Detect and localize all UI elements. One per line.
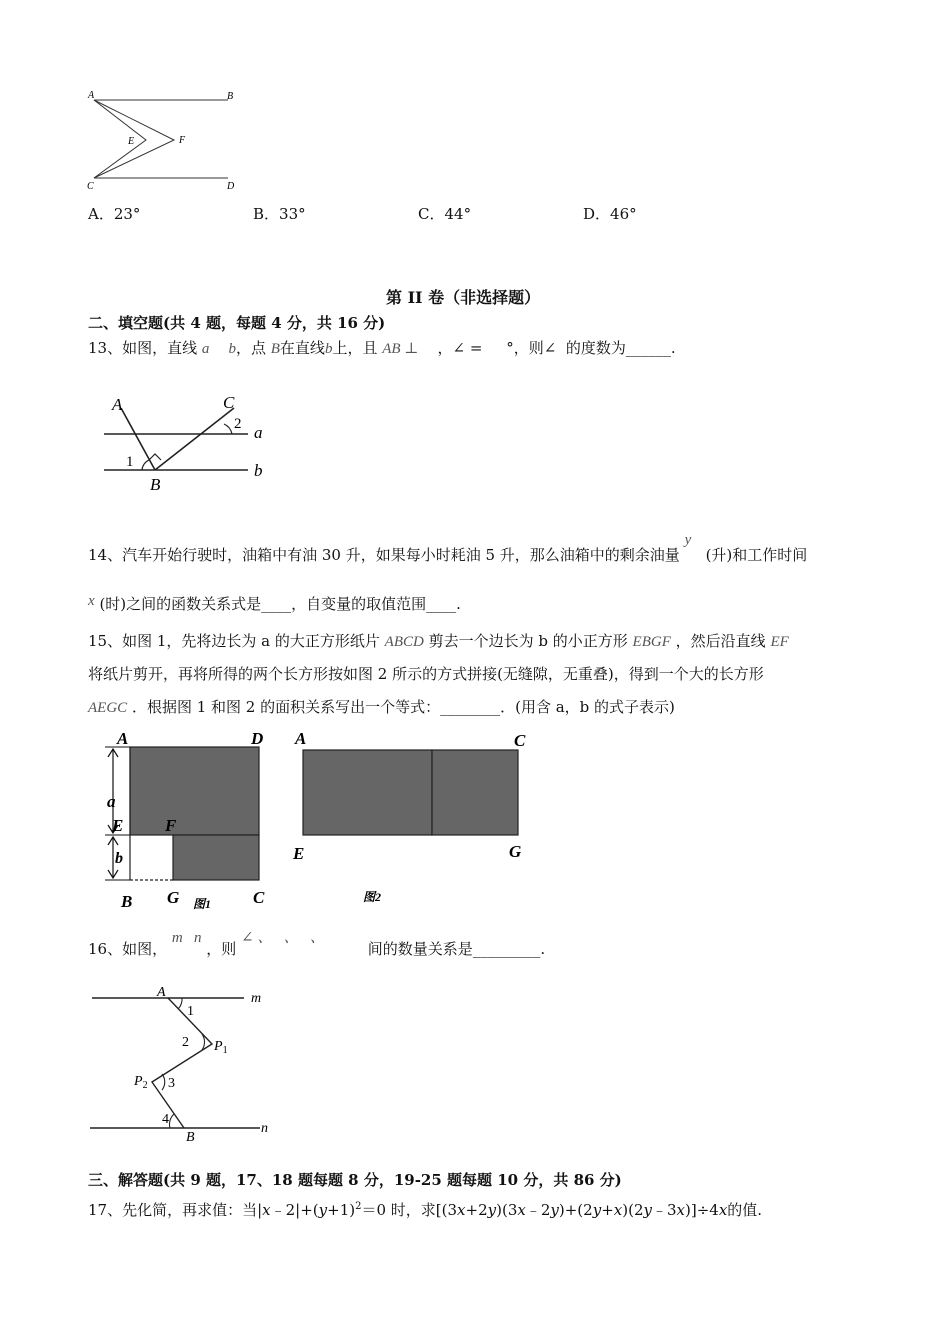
label-p2: $P_2$ xyxy=(134,1074,148,1091)
option-c[interactable]: C．44° xyxy=(418,205,472,223)
q15-line1 xyxy=(88,631,789,652)
q17-t19: ﹣3 xyxy=(651,1201,677,1219)
q17-t11: ﹣2 xyxy=(525,1201,551,1219)
q16-prefix: 16、如图， xyxy=(88,940,168,958)
fig1-small-rect xyxy=(173,835,259,880)
q13-a: a xyxy=(201,341,210,357)
angle-4-arc xyxy=(169,1114,174,1128)
fig1-label-a-length: a xyxy=(107,792,116,811)
q17-t12: y xyxy=(550,1201,559,1219)
angle-2-arc xyxy=(224,424,232,434)
q17-t18: y xyxy=(643,1201,652,1219)
label-m: m xyxy=(251,991,262,1006)
q15-line1-c: ，然后沿直线 xyxy=(675,632,766,650)
q15-abcd: ABCD xyxy=(384,634,424,650)
q15-line3-text: ．根据图 1 和图 2 的面积关系写出一个等式：________．(用含 a，b 的式子表示) xyxy=(131,698,675,716)
q13-mid1: ，点 xyxy=(235,339,266,357)
label-b: B xyxy=(186,1130,195,1145)
label-f: F xyxy=(179,135,186,146)
fig2-label-a: A xyxy=(295,729,307,748)
label-1: 1 xyxy=(126,454,134,470)
q16-end: . xyxy=(540,940,546,958)
zigzag-path xyxy=(152,998,212,1128)
q13-mid3: 上，且 xyxy=(332,339,378,357)
label-a: A xyxy=(157,985,166,1000)
q16-angles: ∠ 、 、 、 xyxy=(241,930,325,946)
q13-mid5: °，则∠ xyxy=(506,339,557,357)
label-3: 3 xyxy=(168,1076,175,1091)
q16-suffix: 间的数量关系是 xyxy=(367,940,473,958)
fig1-label-g: G xyxy=(167,888,180,907)
q15-ebgf: EBGF xyxy=(632,634,671,650)
angle-1-arc xyxy=(142,460,149,470)
section2-heading: 二、填空题(共 4 题，每题 4 分，共 16 分) xyxy=(88,314,386,332)
q17-t4: +1) xyxy=(327,1201,356,1219)
option-a[interactable]: A．23° xyxy=(88,205,141,223)
label-e: E xyxy=(128,136,135,147)
q14-y: y xyxy=(684,532,692,548)
q13-b2: b xyxy=(324,341,333,357)
q17-t9: )(3 xyxy=(496,1201,518,1219)
q16-mid: ，则 xyxy=(206,940,237,958)
q17-t16: x xyxy=(613,1201,623,1219)
label-n: n xyxy=(261,1121,268,1136)
fig1-label-d: D xyxy=(251,729,264,748)
q14-line1 xyxy=(88,532,808,566)
fig1-label-b-length: b xyxy=(115,850,123,867)
segment-bc xyxy=(155,408,234,470)
label-b: B xyxy=(150,475,161,494)
fig2-caption: 图2 xyxy=(363,890,382,904)
fig1-label-f: F xyxy=(165,816,177,835)
label-d: D xyxy=(227,181,235,192)
fig2-left-rect xyxy=(303,750,432,835)
question-13 xyxy=(88,338,676,359)
section2-title: 第 II 卷（非选择题） xyxy=(386,288,541,307)
q17-t14: y xyxy=(592,1201,602,1219)
q15-ef: EF xyxy=(770,634,789,650)
fig2-right-rect xyxy=(432,750,518,835)
q13-prefix: 13、如图，直线 xyxy=(88,339,198,357)
fig2-label-e: E xyxy=(293,844,305,863)
figure-q15 xyxy=(95,725,555,917)
figure-q16 xyxy=(88,982,288,1147)
q17-t5: ＝0 时，求[(3 xyxy=(361,1201,458,1219)
q17-t17: )(2 xyxy=(622,1201,644,1219)
q15-line2: 将纸片剪开，再将所得的两个长方形按如图 2 所示的方式拼接(无缝隙，无重叠)，得到一个大的长方形 xyxy=(88,665,764,683)
figure-q12 xyxy=(82,86,252,196)
q14-line1-text: 14、汽车开始行驶时，油箱中有油 30 升，如果每小时耗油 5 升，那么油箱中的剩余油量 xyxy=(88,546,680,564)
q17-sup: 2 xyxy=(355,1201,362,1212)
label-2: 2 xyxy=(182,1035,189,1050)
angle-3-arc xyxy=(162,1074,165,1090)
q17-t15: + xyxy=(601,1201,614,1219)
q17-t10: x xyxy=(517,1201,526,1219)
fig1-label-e: E xyxy=(112,816,124,835)
q13-b: b xyxy=(228,341,236,357)
q13-expr: AB ⊥ xyxy=(382,341,419,357)
q17-t13: )+(2 xyxy=(558,1201,593,1219)
label-a: A xyxy=(112,395,123,414)
q13-mid2: 在直线 xyxy=(279,339,325,357)
label-1: 1 xyxy=(187,1004,194,1019)
q17-t7: +2 xyxy=(465,1201,488,1219)
q17-t23: 的值. xyxy=(727,1201,763,1219)
q14-line2-text: (时)之间的函数关系式是____，自变量的取值范围____. xyxy=(99,595,461,613)
label-line-b: b xyxy=(254,461,263,480)
label-4: 4 xyxy=(162,1112,169,1127)
q13-point-b: B xyxy=(270,341,280,357)
q17-t20: x xyxy=(676,1201,685,1219)
fig1-label-a-vertex: A xyxy=(117,729,129,748)
label-b: B xyxy=(227,91,234,102)
section3-heading: 三、解答题(共 9 题，17、18 题每题 8 分，19-25 题每题 10 分，共 86 分) xyxy=(88,1171,622,1189)
option-b[interactable]: B．33° xyxy=(253,205,306,223)
q17-t21: )]÷4 xyxy=(684,1201,719,1219)
q17-t3: y xyxy=(318,1201,328,1219)
q14-line2 xyxy=(88,594,461,615)
q15-line1-b: 剪去一个边长为 b 的小正方形 xyxy=(428,632,628,650)
label-a: A xyxy=(88,90,95,101)
fig2-label-g: G xyxy=(509,842,522,861)
label-c: C xyxy=(87,181,94,192)
label-c: C xyxy=(223,393,235,412)
fig2-label-c: C xyxy=(514,731,526,750)
fig1-label-c: C xyxy=(253,888,265,907)
q15-line1-a: 15、如图 1，先将边长为 a 的大正方形纸片 xyxy=(88,632,380,650)
q13-mid4: ，∠ = xyxy=(437,339,483,357)
q15-line3 xyxy=(88,697,675,718)
option-d[interactable]: D．46° xyxy=(583,205,637,223)
label-line-a: a xyxy=(254,423,263,442)
q13-suffix: 的度数为______. xyxy=(565,339,676,357)
polyline-aec xyxy=(94,100,146,178)
label-p1: $P_1$ xyxy=(214,1039,228,1056)
q17-t0: 17、先化简，再求值：当| xyxy=(88,1201,263,1219)
q16-mn: m n xyxy=(171,930,202,946)
fig1-label-b: B xyxy=(121,892,133,911)
fig1-caption: 图1 xyxy=(193,897,212,911)
right-angle-mark xyxy=(149,454,161,460)
q17-t2: ﹣2|+( xyxy=(270,1201,319,1219)
q17-t1: x xyxy=(262,1201,271,1219)
question-16 xyxy=(88,930,546,960)
q17-t22: x xyxy=(718,1201,728,1219)
angle-1-arc xyxy=(178,998,182,1009)
q17-t8: y xyxy=(487,1201,497,1219)
question-17 xyxy=(88,1197,762,1220)
q15-aegc: AEGC xyxy=(88,700,128,716)
q17-t6: x xyxy=(457,1201,466,1219)
q16-blank[interactable]: _________ xyxy=(472,940,541,958)
q14-line1-end: (升)和工作时间 xyxy=(705,546,808,564)
figure-q13 xyxy=(100,390,280,495)
q14-x: x xyxy=(88,593,95,609)
fig1-large-rect xyxy=(130,747,259,835)
label-2: 2 xyxy=(234,416,242,432)
